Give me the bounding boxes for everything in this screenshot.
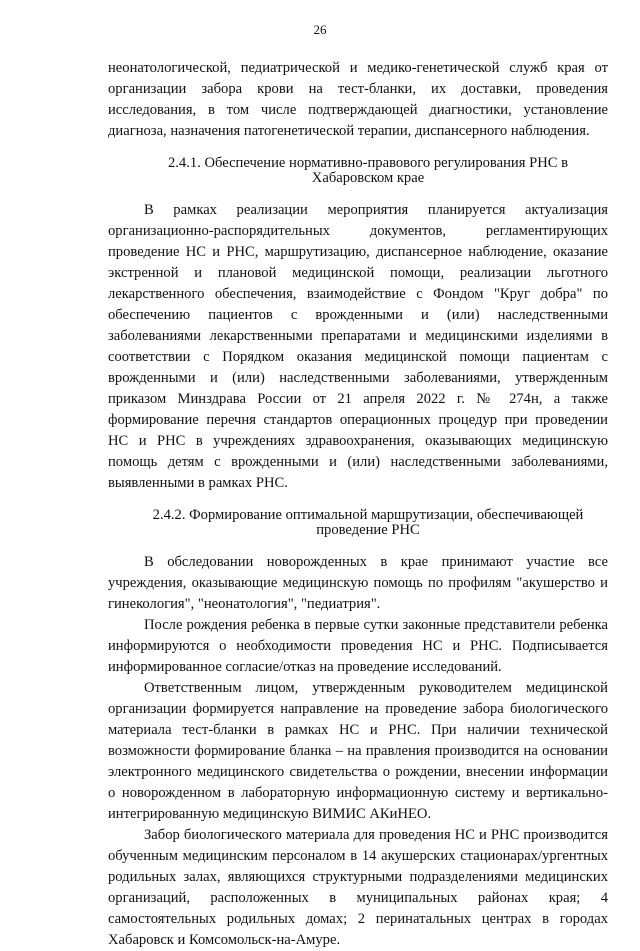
section-heading-2-4-2 bbox=[108, 508, 608, 538]
paragraph: После рождения ребенка в первые сутки законные представители ребенка информируются о необходимости проведения НС и РНС. Подписывается информированное согласие/отказ на проведение исследований. bbox=[108, 617, 608, 675]
section-heading-line: Хабаровском крае bbox=[311, 170, 425, 186]
section-heading-line: проведение РНС bbox=[316, 522, 420, 538]
document-body bbox=[108, 58, 608, 951]
paragraph-continuation: неонатологической, педиатрической и медико-генетической служб края от организации забора крови на тест-бланки, их доставки, проведения исследования, в том числе подтверждающей диагностики, установление диагноза, назначения патогенетической терапии, диспансерного наблюдения. bbox=[108, 60, 608, 139]
section-heading-line: 2.4.2. Формирование оптимальной маршрутизации, обеспечивающей bbox=[152, 507, 584, 523]
paragraph: Ответственным лицом, утвержденным руководителем медицинской организации формируется направление на проведение забора биологического материала тест-бланки в рамках НС и РНС. При наличии технической возможности формирование бланка – на правления производится на основании электронного медицинского свидетельства о рождении, внесении информации о новорожденном в лабораторную информационную систему и вертикально-интегрированную медицинскую ВИМИС АКиНЕО. bbox=[108, 680, 608, 822]
section-heading-line: 2.4.1. Обеспечение нормативно-правового регулирования РНС в bbox=[167, 155, 569, 171]
paragraph: В рамках реализации мероприятия планируется актуализация организационно-распорядительных документов, регламентирующих проведение НС и РНС, маршрутизацию, диспансерное наблюдение, оказание экстренной и плановой медицинской помощи, реализации льготного лекарственного обеспечения, взаимодействие с Фондом "Круг добра" по обеспечению пациентов с врожденными и (или) наследственными заболеваниями лекарственными препаратами и медицинскими изделиями в соответствии с Порядком оказания медицинской помощи пациентам с врожденными и (или) наследственными заболеваниями, утвержденным приказом Минздрава России от 21 апреля 2022 г. № 274н, а также формирование перечня стандартов операционных процедур при проведении НС и РНС в учреждениях здравоохранения, оказывающих медицинскую помощь детям с врожденными и (или) наследственными заболеваниями, выявленными в рамках РНС. bbox=[108, 202, 608, 491]
page-number: 26 bbox=[313, 22, 327, 37]
section-heading-2-4-1 bbox=[108, 156, 608, 186]
paragraph: Забор биологического материала для проведения НС и РНС производится обученным медицинским персоналом в 14 акушерских стационарах/ургентных родильных залах, являющихся структурными подразделениями медицинских организаций, расположенных в муниципальных районах края; 4 самостоятельных родильных домах; 2 перинатальных центрах в городах Хабаровск и Комсомольск-на-Амуре. bbox=[108, 827, 608, 948]
paragraph: В обследовании новорожденных в крае принимают участие все учреждения, оказывающие медицинскую помощь по профилям "акушерство и гинекология", "неонатология", "педиатрия". bbox=[108, 554, 608, 612]
